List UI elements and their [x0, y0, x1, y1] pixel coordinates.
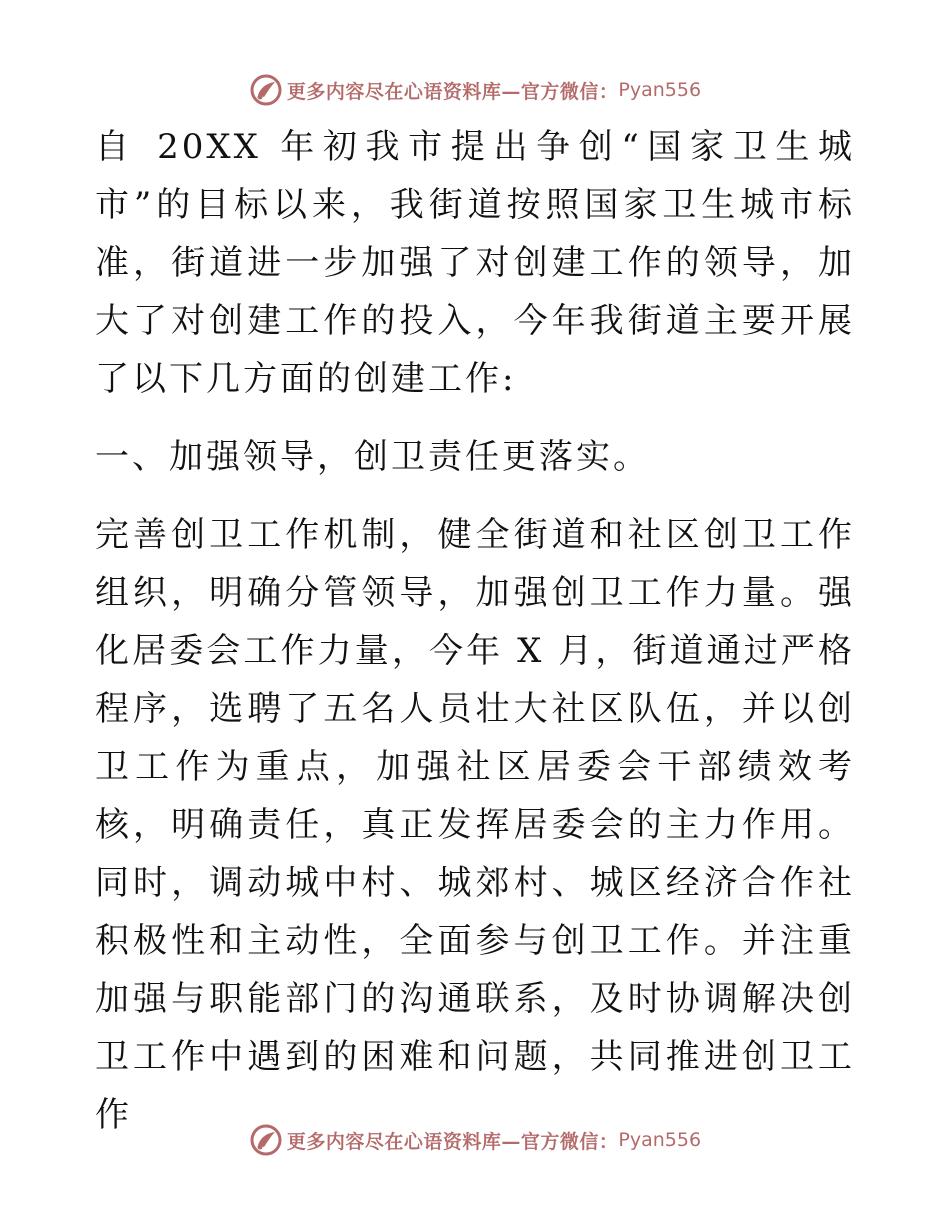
document-body — [95, 118, 855, 1144]
header-banner — [0, 70, 950, 110]
section-paragraph: 完善创卫工作机制，健全街道和社区创卫工作组织，明确分管领导，加强创卫工作力量。强化居委会工作力量，今年 X 月，街道通过严格程序，选聘了五名人员壮大社区队伍，并以创卫工作为重点，加强社区居委会干部绩效考核，明确责任，真正发挥居委会的主力作用。同时，调动城中村、城郊村、城区经济合作社积极性和主动性，全面参与创卫工作。并注重加强与职能部门的沟通联系，及时协调解决创卫工作中遇到的困难和问题，共同推进创卫工作 — [95, 515, 855, 1135]
library-logo-icon — [249, 1123, 283, 1157]
intro-paragraph: 自 20XX 年初我市提出争创“国家卫生城市”的目标以来，我街道按照国家卫生城市标准，街道进一步加强了对创建工作的领导，加大了对创建工作的投入，今年我街道主要开展了以下几方面的创建工作: — [95, 127, 855, 399]
library-logo-icon — [249, 73, 283, 107]
footer-banner — [0, 1120, 950, 1160]
footer-banner-text: 更多内容尽在心语资料库—官方微信： — [286, 1130, 619, 1153]
header-banner-account: Pyan556 — [618, 79, 702, 101]
footer-banner-account: Pyan556 — [618, 1129, 702, 1151]
header-banner-text: 更多内容尽在心语资料库—官方微信： — [286, 80, 619, 103]
section-heading: 一、加强领导，创卫责任更落实。 — [95, 437, 650, 477]
